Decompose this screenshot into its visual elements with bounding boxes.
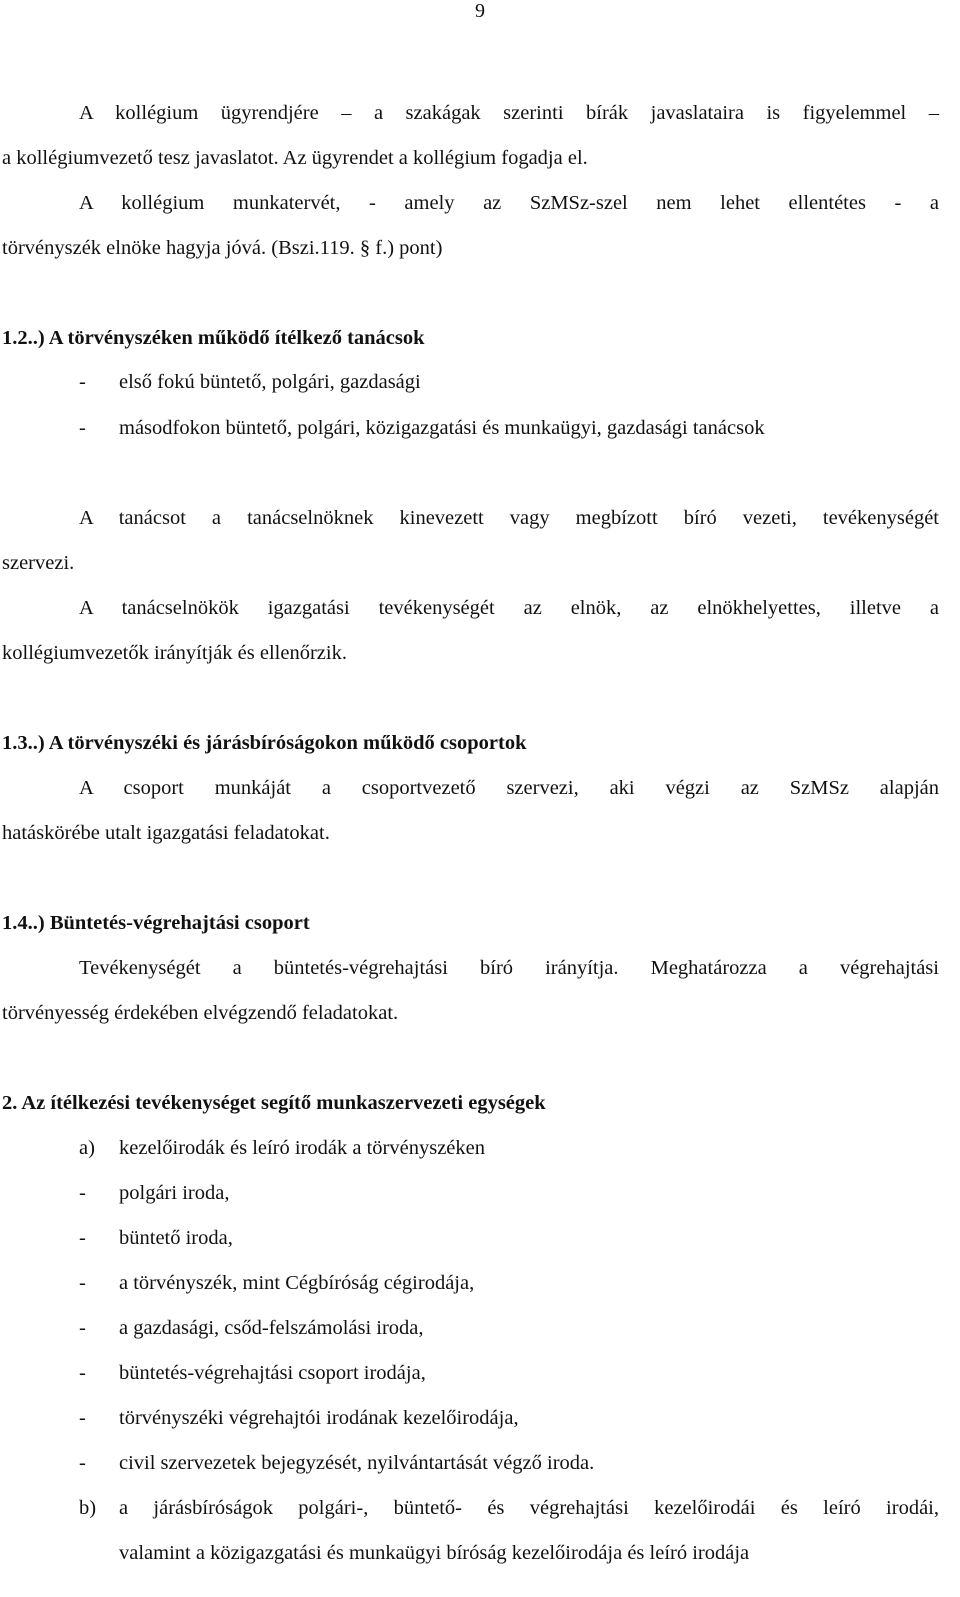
list-label-b: b) xyxy=(79,1497,97,1519)
list-item: másodfokon büntető, polgári, közigazgatási és munkaügyi, gazdasági tanácsok xyxy=(119,417,765,439)
list-item-a: kezelőirodák és leíró irodák a törvényszéken xyxy=(119,1137,485,1159)
list-item: törvényszéki végrehajtói irodának kezelőirodája, xyxy=(119,1407,519,1429)
section-1-2-p1-line2: szervezi. xyxy=(2,552,75,574)
intro-p1-line1: A kollégium ügyrendjére – a szakágak szerinti bírák javaslataira is figyelemmel – xyxy=(79,102,939,124)
list-item: a törvényszék, mint Cégbíróság cégirodája, xyxy=(119,1272,475,1294)
section-1-2-p2-line2: kollégiumvezetők irányítják és ellenőrzik. xyxy=(2,642,347,664)
list-dash: - xyxy=(79,1227,86,1249)
list-dash: - xyxy=(79,371,86,393)
list-item: büntető iroda, xyxy=(119,1227,233,1249)
list-item-b-line1: a járásbíróságok polgári-, büntető- és végrehajtási kezelőirodái és leíró irodái, xyxy=(119,1497,939,1519)
page-number: 9 xyxy=(475,0,485,22)
list-item: civil szervezetek bejegyzését, nyilvántartását végző iroda. xyxy=(119,1452,595,1474)
list-item: büntetés-végrehajtási csoport irodája, xyxy=(119,1362,426,1384)
intro-p2-line2: törvényszék elnöke hagyja jóvá. (Bszi.119. § f.) pont) xyxy=(2,237,443,259)
list-dash: - xyxy=(79,1407,86,1429)
list-dash: - xyxy=(79,1272,86,1294)
section-1-3-heading: 1.3..) A törvényszéki és járásbíróságokon működő csoportok xyxy=(2,732,527,754)
list-item: a gazdasági, csőd-felszámolási iroda, xyxy=(119,1317,424,1339)
section-1-3-line1: A csoport munkáját a csoportvezető szervezi, aki végzi az SzMSz alapján xyxy=(79,777,939,799)
list-dash: - xyxy=(79,1182,86,1204)
list-dash: - xyxy=(79,417,86,439)
section-1-2-p1-line1: A tanácsot a tanácselnöknek kinevezett vagy megbízott bíró vezeti, tevékenységét xyxy=(79,507,939,529)
section-1-3-line2: hatáskörébe utalt igazgatási feladatokat. xyxy=(2,822,330,844)
section-1-4-line1: Tevékenységét a büntetés-végrehajtási bíró irányítja. Meghatározza a végrehajtási xyxy=(79,957,939,979)
list-label-a: a) xyxy=(79,1137,95,1159)
intro-p1-line2: a kollégiumvezető tesz javaslatot. Az ügyrendet a kollégium fogadja el. xyxy=(2,147,588,169)
list-item: polgári iroda, xyxy=(119,1182,230,1204)
list-dash: - xyxy=(79,1362,86,1384)
section-1-4-heading: 1.4..) Büntetés-végrehajtási csoport xyxy=(2,912,310,934)
list-item: első fokú büntető, polgári, gazdasági xyxy=(119,371,421,393)
section-1-4-line2: törvényesség érdekében elvégzendő feladatokat. xyxy=(2,1002,399,1024)
list-item-b-line2: valamint a közigazgatási és munkaügyi bíróság kezelőirodája és leíró irodája xyxy=(119,1542,750,1564)
section-1-2-p2-line1: A tanácselnökök igazgatási tevékenységét az elnök, az elnökhelyettes, illetve a xyxy=(79,597,939,619)
list-dash: - xyxy=(79,1452,86,1474)
section-2-heading: 2. Az ítélkezési tevékenységet segítő munkaszervezeti egységek xyxy=(2,1092,546,1114)
intro-p2-line1: A kollégium munkatervét, - amely az SzMSz-szel nem lehet ellentétes - a xyxy=(79,192,939,214)
list-dash: - xyxy=(79,1317,86,1339)
section-1-2-heading: 1.2..) A törvényszéken működő ítélkező tanácsok xyxy=(2,327,425,349)
